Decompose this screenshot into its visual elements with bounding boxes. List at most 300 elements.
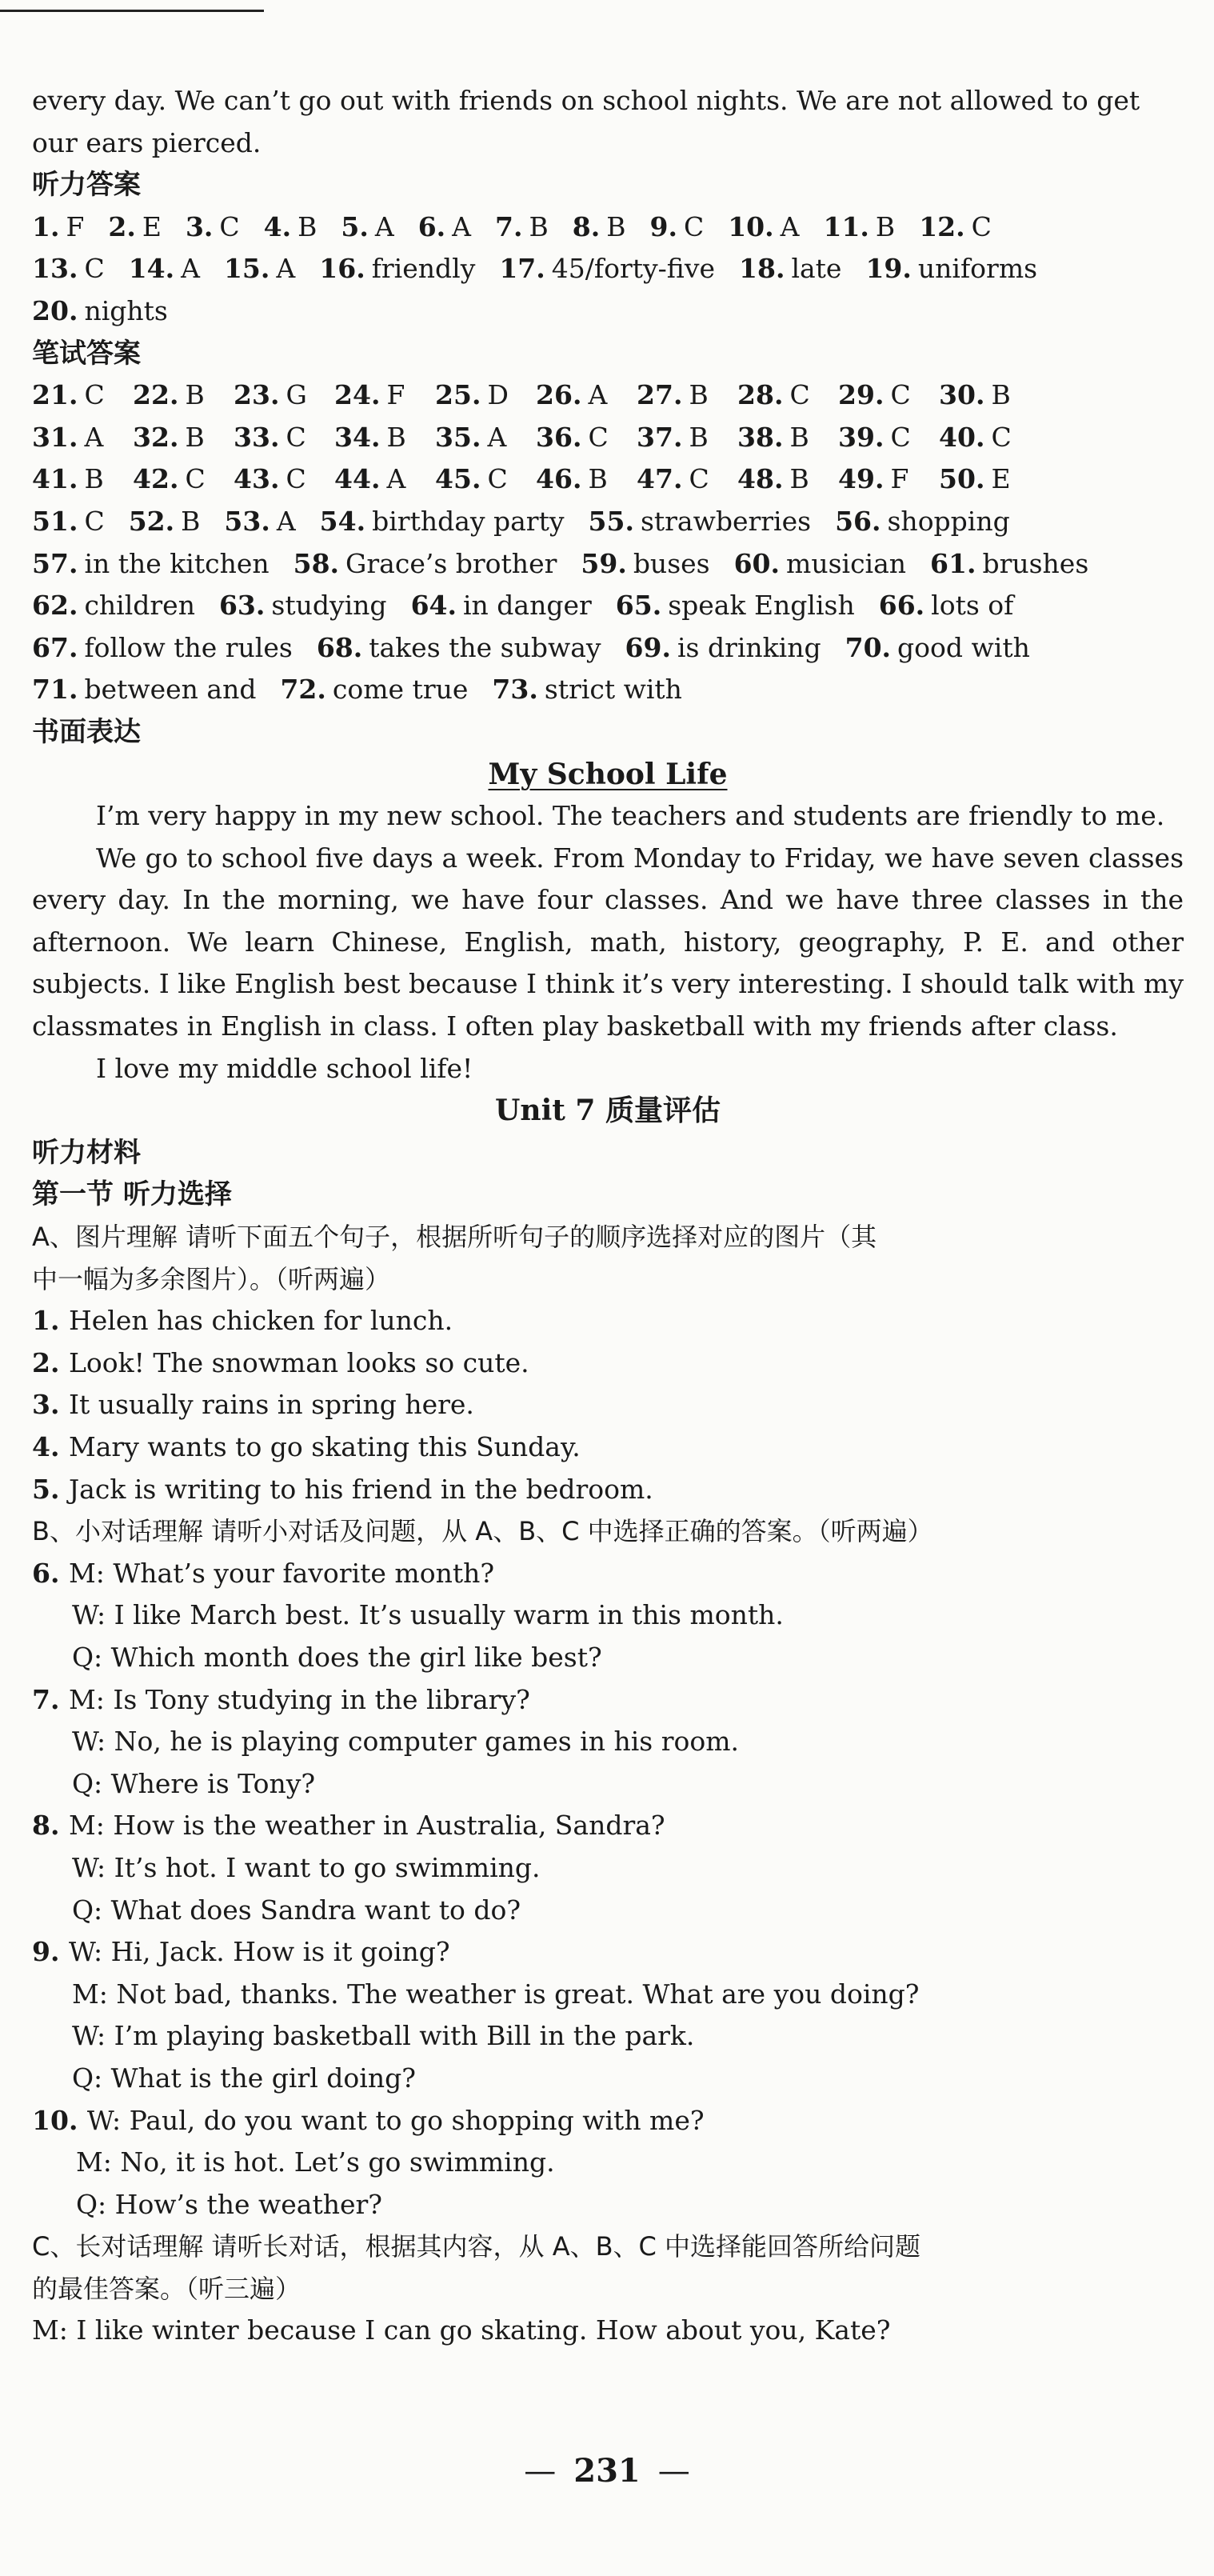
answer-dot: . xyxy=(261,505,270,537)
answer-item xyxy=(32,206,84,249)
answer-item xyxy=(32,374,133,417)
answer-dot: . xyxy=(471,379,481,411)
answer-item xyxy=(334,374,435,417)
answer-number: 27 xyxy=(637,379,673,411)
answer-number: 2 xyxy=(108,210,127,242)
dialogue-number: 7 xyxy=(32,1683,50,1715)
dialogue-line: Q: Where is Tony? xyxy=(72,1767,316,1799)
answer-item xyxy=(737,458,838,501)
dialogue-dot: . xyxy=(50,1810,69,1842)
answer-number: 66 xyxy=(878,590,916,622)
item-number: 3 xyxy=(32,1389,50,1421)
answer-item xyxy=(637,374,737,417)
answer-number: 33 xyxy=(234,421,270,453)
answer-dot: . xyxy=(874,463,885,495)
answer-dot: . xyxy=(356,253,365,285)
answer-number: 21 xyxy=(32,379,69,411)
answer-item xyxy=(411,585,592,627)
answer-dot: . xyxy=(68,379,78,411)
answer-item xyxy=(234,374,334,417)
answer-dot: . xyxy=(572,463,582,495)
answer-item xyxy=(224,248,295,290)
answer-number: 8 xyxy=(572,210,591,242)
answer-value: C xyxy=(890,379,911,411)
answer-number: 73 xyxy=(492,674,529,706)
answer-dot: . xyxy=(617,547,627,579)
item-number: 4 xyxy=(32,1431,50,1462)
answer-dot: . xyxy=(370,463,381,495)
item-text: Look! The snowman looks so cute. xyxy=(68,1346,529,1378)
answer-item xyxy=(823,206,895,249)
answer-dot: . xyxy=(203,210,214,242)
answer-number: 31 xyxy=(32,421,69,453)
answer-number: 24 xyxy=(334,379,371,411)
dialogue-text: M: What’s your favorite month? xyxy=(68,1557,495,1589)
answer-item xyxy=(939,458,1040,501)
answer-number: 53 xyxy=(224,505,262,537)
answer-value: E xyxy=(142,210,162,242)
answer-number: 62 xyxy=(32,590,69,622)
answer-dot: . xyxy=(975,421,985,453)
answer-item xyxy=(435,374,536,417)
answer-value: B xyxy=(298,210,317,242)
dialogue-line: M: No, it is hot. Let’s go swimming. xyxy=(76,2146,555,2178)
top-rule xyxy=(0,10,264,12)
answer-item xyxy=(649,206,704,249)
answer-value: A xyxy=(780,210,800,242)
answer-value: A xyxy=(452,210,472,242)
answer-dot: . xyxy=(68,463,78,495)
answer-item xyxy=(32,290,168,333)
answer-item xyxy=(334,458,435,501)
answer-number: 69 xyxy=(625,631,662,663)
dialogue-first-line xyxy=(32,1553,1184,1595)
answer-dot: . xyxy=(370,379,381,411)
answer-item xyxy=(264,206,317,249)
answer-value: A xyxy=(276,505,296,537)
essay-paragraph: I’m very happy in my new school. The teachers and students are friendly to me. xyxy=(96,800,1165,832)
answer-item xyxy=(320,501,565,543)
answer-number: 58 xyxy=(293,547,330,579)
essay-paragraph: We go to school five days a week. From Monday to Friday, we have seven classes every day. In the morning, we have four classes. And we have three classes in the afternoon. We learn Chinese, English, math, history, geography, P. E. and other subjects. I like English best because I think it’s very interesting. I should talk with my classmates in English in class. I often play basketball with my friends after class. xyxy=(32,842,1184,1042)
answer-number: 16 xyxy=(319,253,357,285)
answer-item xyxy=(838,374,939,417)
answer-dot: . xyxy=(436,210,446,242)
answer-number: 43 xyxy=(234,463,270,495)
answer-item xyxy=(234,458,334,501)
written-answers-grid-row xyxy=(32,417,1184,459)
answer-item xyxy=(536,458,637,501)
answer-item xyxy=(435,417,536,459)
answer-item xyxy=(919,206,992,249)
answer-dot: . xyxy=(773,421,784,453)
answer-item xyxy=(32,669,256,711)
answer-dot: . xyxy=(169,379,179,411)
listening-answers-row xyxy=(32,206,1184,249)
item-text: Helen has chicken for lunch. xyxy=(68,1305,453,1337)
answer-item xyxy=(224,501,295,543)
answer-dot: . xyxy=(673,421,683,453)
answer-number: 46 xyxy=(536,463,573,495)
answer-item xyxy=(32,248,105,290)
listening-item xyxy=(32,1342,1184,1385)
answer-item xyxy=(835,501,1010,543)
answer-value: C xyxy=(286,421,306,453)
answer-dot: . xyxy=(165,505,175,537)
answer-value: B xyxy=(84,463,104,495)
dialogue-first-line xyxy=(32,1805,1184,1847)
answer-value: B xyxy=(181,505,201,537)
answer-item xyxy=(499,248,715,290)
answer-number: 15 xyxy=(223,253,261,285)
answer-number: 17 xyxy=(499,253,537,285)
part-a-instruction: A、图片理解 请听下面五个句子，根据所听句子的顺序选择对应的图片（其 xyxy=(32,1222,877,1253)
answer-item xyxy=(939,374,1040,417)
answer-dot: . xyxy=(471,463,481,495)
answer-number: 42 xyxy=(133,463,170,495)
dialogue-text: W: Paul, do you want to go shopping with me? xyxy=(86,2104,705,2136)
answer-number: 19 xyxy=(865,253,903,285)
answer-dot: . xyxy=(165,253,175,285)
essay-title xyxy=(32,754,1184,796)
dialogue-line: W: I’m playing basketball with Bill in the park. xyxy=(72,2020,695,2052)
listening-item xyxy=(32,1384,1184,1426)
part-c-instruction: 的最佳答案。（听三遍） xyxy=(32,2273,302,2304)
answer-number: 40 xyxy=(939,421,976,453)
answer-value: B xyxy=(185,421,205,453)
answer-number: 39 xyxy=(838,421,875,453)
answer-number: 44 xyxy=(334,463,371,495)
answer-dot: . xyxy=(975,379,985,411)
answer-dot: . xyxy=(68,294,78,326)
answer-value: C xyxy=(683,210,705,242)
answer-number: 63 xyxy=(218,590,256,622)
dialogue-line: Q: Which month does the girl like best? xyxy=(72,1641,602,1673)
answer-dot: . xyxy=(169,421,179,453)
answer-item xyxy=(32,627,293,670)
listening-answers-row xyxy=(32,290,1184,333)
answer-value: musician xyxy=(786,547,907,579)
answer-item xyxy=(637,458,737,501)
document-page xyxy=(32,80,1184,2352)
answer-number: 70 xyxy=(845,631,882,663)
answer-value: B xyxy=(606,210,626,242)
answer-number: 22 xyxy=(133,379,170,411)
answer-value: birthday party xyxy=(372,505,565,537)
answer-number: 48 xyxy=(737,463,774,495)
written-answers-grid-row xyxy=(32,458,1184,501)
answer-dot: . xyxy=(68,253,78,285)
answer-number: 67 xyxy=(32,631,69,663)
answer-value: C xyxy=(185,463,206,495)
answer-dot: . xyxy=(68,421,78,453)
answer-item xyxy=(341,206,393,249)
answer-dot: . xyxy=(773,379,784,411)
answer-value: follow the rules xyxy=(84,631,293,663)
listening-answers-row xyxy=(32,248,1184,290)
dialogue-first-line xyxy=(32,1931,1184,1974)
answer-dot: . xyxy=(282,210,292,242)
answer-item xyxy=(435,458,536,501)
answer-item xyxy=(234,417,334,459)
answer-value: shopping xyxy=(887,505,1010,537)
answer-number: 26 xyxy=(536,379,573,411)
answer-dot: . xyxy=(68,674,78,706)
answer-dot: . xyxy=(126,210,136,242)
essay-paragraph: I love my middle school life! xyxy=(96,1052,473,1084)
answer-item xyxy=(186,206,240,249)
answer-dot: . xyxy=(260,253,270,285)
part-c-instruction: C、长对话理解 请听长对话，根据其内容，从 A、B、C 中选择能回答所给问题 xyxy=(32,2231,921,2262)
answer-item xyxy=(536,374,637,417)
dialogue-number: 8 xyxy=(32,1810,50,1842)
answer-value: uniforms xyxy=(917,253,1038,285)
answer-value: children xyxy=(84,590,195,622)
answer-value: G xyxy=(286,379,307,411)
answer-value: strict with xyxy=(544,674,682,706)
answer-number: 59 xyxy=(581,547,618,579)
answer-dot: . xyxy=(270,463,280,495)
answer-item xyxy=(32,417,133,459)
answer-number: 36 xyxy=(536,421,573,453)
dialogue-text: M: How is the weather in Australia, Sandra? xyxy=(68,1810,665,1842)
answer-value: friendly xyxy=(371,253,476,285)
dialogue-first-line xyxy=(32,2100,1184,2142)
dialogue-number: 6 xyxy=(32,1557,50,1589)
dialogue-dot: . xyxy=(50,1557,69,1589)
answer-item xyxy=(317,627,601,670)
answer-item xyxy=(219,585,387,627)
item-dot: . xyxy=(50,1305,69,1337)
answer-dot: . xyxy=(625,505,634,537)
answer-dot: . xyxy=(471,421,481,453)
answer-dot: . xyxy=(975,463,985,495)
answer-number: 29 xyxy=(838,379,875,411)
answer-value: B xyxy=(386,421,406,453)
answer-item xyxy=(930,543,1088,586)
answer-number: 35 xyxy=(435,421,472,453)
dialogue-line: Q: How’s the weather? xyxy=(76,2188,382,2220)
answer-item xyxy=(879,585,1014,627)
answer-value: C xyxy=(588,421,609,453)
answer-item xyxy=(495,206,549,249)
item-dot: . xyxy=(50,1431,69,1462)
answer-value: C xyxy=(789,379,810,411)
answer-value: A xyxy=(84,421,104,453)
answer-value: C xyxy=(890,421,911,453)
answer-dot: . xyxy=(652,590,662,622)
answer-dot: . xyxy=(915,590,925,622)
answer-number: 23 xyxy=(234,379,270,411)
written-answers-row xyxy=(32,585,1184,627)
answer-dot: . xyxy=(668,210,677,242)
answer-number: 11 xyxy=(823,210,861,242)
answer-value: B xyxy=(875,210,896,242)
answer-number: 65 xyxy=(615,590,653,622)
answer-item xyxy=(133,458,234,501)
listening-materials-heading: 听力材料 xyxy=(32,1136,141,1169)
answer-item xyxy=(319,248,475,290)
answer-value: E xyxy=(991,463,1011,495)
answer-number: 13 xyxy=(32,253,69,285)
answer-dot: . xyxy=(590,210,601,242)
answer-item xyxy=(492,669,682,711)
answer-dot: . xyxy=(359,210,369,242)
item-text: Jack is writing to his friend in the bedroom. xyxy=(68,1473,653,1505)
answer-dot: . xyxy=(661,631,671,663)
answer-number: 60 xyxy=(733,547,771,579)
answer-number: 71 xyxy=(32,674,69,706)
answer-value: lots of xyxy=(931,590,1014,622)
answer-item xyxy=(737,417,838,459)
answer-value: buses xyxy=(633,547,710,579)
answer-item xyxy=(939,417,1040,459)
answer-dot: . xyxy=(902,253,912,285)
intro-line: our ears pierced. xyxy=(32,126,262,158)
answer-number: 32 xyxy=(133,421,170,453)
answer-value: B xyxy=(529,210,549,242)
answer-value: strawberries xyxy=(640,505,812,537)
answer-number: 52 xyxy=(128,505,166,537)
answer-dot: . xyxy=(966,547,976,579)
answer-number: 56 xyxy=(835,505,872,537)
answer-value: brushes xyxy=(982,547,1089,579)
item-dot: . xyxy=(50,1346,69,1378)
answer-number: 1 xyxy=(32,210,50,242)
answer-number: 30 xyxy=(939,379,976,411)
answer-value: Grace’s brother xyxy=(345,547,557,579)
answer-item xyxy=(129,248,200,290)
answer-value: A xyxy=(276,253,296,285)
answer-number: 20 xyxy=(32,294,69,326)
answer-value: B xyxy=(689,379,709,411)
answer-number: 5 xyxy=(341,210,360,242)
answer-dot: . xyxy=(572,379,582,411)
answer-value: F xyxy=(386,379,405,411)
answer-dot: . xyxy=(765,210,774,242)
answer-number: 45 xyxy=(435,463,472,495)
answer-item xyxy=(589,501,812,543)
dialogue-text: W: Hi, Jack. How is it going? xyxy=(68,1936,450,1968)
answer-dot: . xyxy=(68,631,78,663)
dialogue-number: 10 xyxy=(32,2104,69,2136)
answer-value: come true xyxy=(332,674,469,706)
answer-value: C xyxy=(487,463,508,495)
answer-dot: . xyxy=(447,590,457,622)
answer-number: 25 xyxy=(435,379,472,411)
answer-value: speak English xyxy=(668,590,855,622)
answer-value: is drinking xyxy=(677,631,821,663)
answer-value: late xyxy=(791,253,842,285)
answer-dot: . xyxy=(773,463,784,495)
answer-value: F xyxy=(890,463,909,495)
answer-dot: . xyxy=(255,590,266,622)
written-answers-row xyxy=(32,627,1184,670)
page-number xyxy=(0,2452,1214,2490)
item-number: 2 xyxy=(32,1346,50,1378)
answer-dot: . xyxy=(270,379,280,411)
part-b-instruction: B、小对话理解 请听小对话及问题，从 A、B、C 中选择正确的答案。（听两遍） xyxy=(32,1516,933,1547)
answer-dot: . xyxy=(329,547,340,579)
answer-value: 45/forty-five xyxy=(551,253,715,285)
answer-value: B xyxy=(588,463,608,495)
answer-number: 57 xyxy=(32,547,69,579)
item-number: 1 xyxy=(32,1305,50,1337)
answer-value: B xyxy=(185,379,205,411)
listening-item xyxy=(32,1426,1184,1469)
answer-value: C xyxy=(84,379,105,411)
answer-dot: . xyxy=(169,463,179,495)
answer-dot: . xyxy=(68,590,78,622)
answer-dot: . xyxy=(770,547,781,579)
answer-dot: . xyxy=(270,421,280,453)
answer-item xyxy=(536,417,637,459)
answer-dot: . xyxy=(353,631,363,663)
answer-item xyxy=(418,206,471,249)
answer-dot: . xyxy=(370,421,381,453)
answer-item xyxy=(32,501,105,543)
answer-number: 28 xyxy=(737,379,774,411)
answer-item xyxy=(32,458,133,501)
answer-value: in the kitchen xyxy=(84,547,270,579)
dialogue-line: W: No, he is playing computer games in his room. xyxy=(72,1726,739,1758)
answer-value: A xyxy=(181,253,200,285)
answer-dot: . xyxy=(872,505,881,537)
answer-dot: . xyxy=(356,505,366,537)
answer-item xyxy=(581,543,709,586)
answer-value: C xyxy=(219,210,240,242)
part-a-instruction: 中一幅为多余图片）。（听两遍） xyxy=(32,1263,391,1294)
answer-dot: . xyxy=(956,210,965,242)
listening-answers-heading: 听力答案 xyxy=(32,169,141,202)
answer-item xyxy=(108,206,162,249)
listening-item xyxy=(32,1300,1184,1342)
answer-value: C xyxy=(84,505,105,537)
answer-item xyxy=(739,248,841,290)
written-answers-heading: 笔试答案 xyxy=(32,337,141,370)
answer-number: 72 xyxy=(280,674,317,706)
answer-number: 68 xyxy=(316,631,353,663)
answer-number: 51 xyxy=(32,505,69,537)
answer-dot: . xyxy=(874,421,885,453)
answer-value: C xyxy=(991,421,1012,453)
written-answers-grid-row xyxy=(32,374,1184,417)
answer-dot: . xyxy=(881,631,892,663)
answer-number: 14 xyxy=(128,253,166,285)
listening-item xyxy=(32,1469,1184,1511)
answer-item xyxy=(728,206,799,249)
dialogue-dot: . xyxy=(50,1683,69,1715)
answer-dot: . xyxy=(874,379,885,411)
answer-number: 3 xyxy=(185,210,204,242)
section-heading: 第一节 听力选择 xyxy=(32,1178,232,1211)
answer-item xyxy=(32,543,270,586)
item-text: It usually rains in spring here. xyxy=(68,1389,474,1421)
page-number-dash: — xyxy=(657,2453,690,2490)
answer-number: 18 xyxy=(739,253,776,285)
answer-number: 7 xyxy=(495,210,513,242)
answer-dot: . xyxy=(775,253,785,285)
answer-value: B xyxy=(789,463,809,495)
answer-value: nights xyxy=(84,294,168,326)
answer-item xyxy=(280,669,468,711)
answer-number: 55 xyxy=(588,505,625,537)
page-number-dash: — xyxy=(524,2453,557,2490)
answer-value: B xyxy=(991,379,1011,411)
answer-value: takes the subway xyxy=(369,631,601,663)
answer-number: 34 xyxy=(334,421,371,453)
written-answers-row xyxy=(32,543,1184,586)
